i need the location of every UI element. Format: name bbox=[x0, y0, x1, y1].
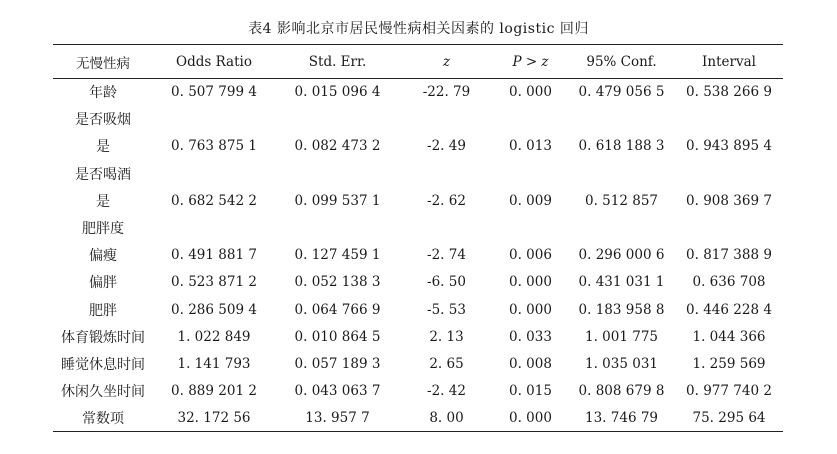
cell-odds-ratio: 0. 507 799 4 bbox=[171, 84, 257, 101]
header-std-err: Std. Err. bbox=[275, 45, 400, 79]
cell-conf-high: 0. 943 895 4 bbox=[686, 138, 772, 155]
row-label: 是否吸烟 bbox=[75, 112, 131, 129]
cell-z bbox=[400, 160, 493, 187]
row-label: 偏胖 bbox=[89, 275, 117, 292]
cell-p-value: 0. 000 bbox=[509, 301, 552, 318]
header-outcome: 无慢性病 bbox=[53, 45, 153, 79]
cell-p-value: 0. 009 bbox=[509, 192, 552, 209]
header-p-value: P > z bbox=[493, 45, 568, 79]
cell-std-err bbox=[275, 106, 400, 133]
cell-conf-high: 0. 538 266 9 bbox=[686, 84, 772, 101]
cell-p-value: 0. 015 bbox=[509, 383, 552, 400]
cell-std-err: 0. 099 537 1 bbox=[294, 192, 381, 209]
cell-z: -5. 53 bbox=[427, 301, 466, 318]
table-caption: 表4 影响北京市居民慢性病相关因素的 logistic 回归 bbox=[248, 21, 589, 37]
table-row bbox=[53, 106, 783, 133]
cell-odds-ratio: 0. 763 875 1 bbox=[171, 138, 257, 155]
row-label: 是 bbox=[96, 139, 110, 156]
cell-odds-ratio: 1. 141 793 bbox=[177, 355, 251, 372]
cell-std-err: 0. 015 096 4 bbox=[294, 84, 381, 101]
cell-conf-low bbox=[568, 214, 675, 241]
row-label: 是否喝酒 bbox=[75, 166, 131, 183]
cell-std-err: 0. 082 473 2 bbox=[294, 138, 381, 155]
cell-conf-low bbox=[568, 106, 675, 133]
cell-conf-high: 0. 446 228 4 bbox=[686, 301, 772, 318]
cell-std-err: 0. 010 864 5 bbox=[294, 328, 381, 345]
cell-conf-low: 0. 431 031 1 bbox=[578, 274, 665, 291]
row-label: 睡觉休息时间 bbox=[61, 356, 145, 373]
cell-std-err bbox=[275, 214, 400, 241]
row-label: 肥胖度 bbox=[82, 221, 124, 238]
cell-z: 2. 13 bbox=[429, 328, 464, 345]
cell-z: -22. 79 bbox=[422, 84, 471, 101]
cell-z: 2. 65 bbox=[429, 355, 464, 372]
cell-std-err: 0. 064 766 9 bbox=[294, 301, 381, 318]
table-row bbox=[53, 323, 783, 350]
cell-z: 8. 00 bbox=[400, 405, 493, 432]
cell-odds-ratio bbox=[153, 106, 275, 133]
cell-conf-low: 1. 035 031 bbox=[585, 355, 658, 372]
cell-conf-high: 0. 977 740 2 bbox=[686, 383, 772, 400]
cell-odds-ratio: 0. 682 542 2 bbox=[171, 192, 257, 209]
cell-z: -2. 62 bbox=[427, 192, 466, 209]
cell-p-value: 0. 013 bbox=[509, 138, 552, 155]
cell-conf-low: 13. 746 79 bbox=[568, 405, 675, 432]
cell-odds-ratio: 0. 491 881 7 bbox=[171, 247, 257, 264]
cell-p-value bbox=[493, 214, 568, 241]
cell-conf-high: 75. 295 64 bbox=[675, 405, 783, 432]
cell-p-value: 0. 033 bbox=[509, 328, 552, 345]
cell-conf-high bbox=[675, 106, 783, 133]
cell-conf-high: 0. 817 388 9 bbox=[686, 247, 772, 264]
table-row bbox=[53, 79, 783, 106]
table-row bbox=[53, 214, 783, 241]
cell-z bbox=[400, 214, 493, 241]
table-row bbox=[53, 296, 783, 323]
header-row bbox=[53, 45, 783, 79]
cell-p-value bbox=[493, 160, 568, 187]
cell-conf-high: 1. 044 366 bbox=[692, 328, 766, 345]
row-label: 体育锻炼时间 bbox=[61, 329, 145, 346]
cell-odds-ratio bbox=[153, 214, 275, 241]
cell-std-err: 0. 057 189 3 bbox=[294, 355, 381, 372]
cell-odds-ratio: 0. 523 871 2 bbox=[171, 274, 257, 291]
table-row bbox=[53, 133, 783, 160]
row-label: 休闲久坐时间 bbox=[61, 384, 145, 401]
cell-conf-high bbox=[675, 160, 783, 187]
cell-z: -6. 50 bbox=[427, 274, 466, 291]
cell-p-value bbox=[493, 106, 568, 133]
cell-z: -2. 74 bbox=[427, 247, 466, 264]
row-label: 偏瘦 bbox=[89, 248, 117, 265]
cell-conf-high: 1. 259 569 bbox=[692, 355, 766, 372]
row-label: 是 bbox=[96, 193, 110, 210]
cell-std-err: 0. 127 459 1 bbox=[294, 247, 381, 264]
table-row bbox=[53, 242, 783, 269]
cell-std-err: 0. 043 063 7 bbox=[294, 383, 381, 400]
row-label: 肥胖 bbox=[89, 302, 117, 319]
cell-z bbox=[400, 106, 493, 133]
cell-p-value: 0. 006 bbox=[509, 247, 552, 264]
cell-z: -2. 42 bbox=[427, 383, 466, 400]
table-row bbox=[53, 350, 783, 377]
header-odds-ratio: Odds Ratio bbox=[153, 45, 275, 79]
cell-p-value: 0. 000 bbox=[509, 274, 552, 291]
cell-p-value: 0. 008 bbox=[509, 355, 552, 372]
table-row bbox=[53, 269, 783, 296]
cell-std-err: 13. 957 7 bbox=[275, 405, 400, 432]
cell-std-err bbox=[275, 160, 400, 187]
cell-conf-high: 0. 908 369 7 bbox=[686, 192, 772, 209]
cell-odds-ratio: 1. 022 849 bbox=[177, 328, 251, 345]
cell-conf-low: 0. 618 188 3 bbox=[578, 138, 665, 155]
cell-z: -2. 49 bbox=[427, 138, 466, 155]
cell-conf-low: 0. 512 857 bbox=[585, 192, 658, 209]
table-row bbox=[53, 187, 783, 214]
header-conf-high: Interval bbox=[675, 45, 783, 79]
row-label: 年龄 bbox=[89, 85, 117, 102]
cell-odds-ratio: 0. 889 201 2 bbox=[171, 383, 257, 400]
table-row bbox=[53, 160, 783, 187]
cell-conf-high bbox=[675, 214, 783, 241]
cell-odds-ratio: 32. 172 56 bbox=[153, 405, 275, 432]
table-row bbox=[53, 378, 783, 405]
cell-std-err: 0. 052 138 3 bbox=[294, 274, 381, 291]
cell-odds-ratio: 0. 286 509 4 bbox=[171, 301, 257, 318]
header-conf-low: 95% Conf. bbox=[568, 45, 675, 79]
logistic-regression-table bbox=[53, 44, 783, 432]
cell-conf-low: 0. 808 679 8 bbox=[578, 383, 665, 400]
cell-p-value: 0. 000 bbox=[509, 84, 552, 101]
cell-conf-high: 0. 636 708 bbox=[692, 274, 766, 291]
cell-conf-low: 0. 183 958 8 bbox=[578, 301, 665, 318]
row-label: 常数项 bbox=[53, 405, 153, 432]
cell-odds-ratio bbox=[153, 160, 275, 187]
header-z: z bbox=[400, 45, 493, 79]
cell-conf-low: 0. 296 000 6 bbox=[578, 247, 665, 264]
cell-conf-low bbox=[568, 160, 675, 187]
cell-conf-low: 1. 001 775 bbox=[585, 328, 658, 345]
table-row bbox=[53, 405, 783, 432]
cell-conf-low: 0. 479 056 5 bbox=[578, 84, 665, 101]
cell-p-value: 0. 000 bbox=[493, 405, 568, 432]
